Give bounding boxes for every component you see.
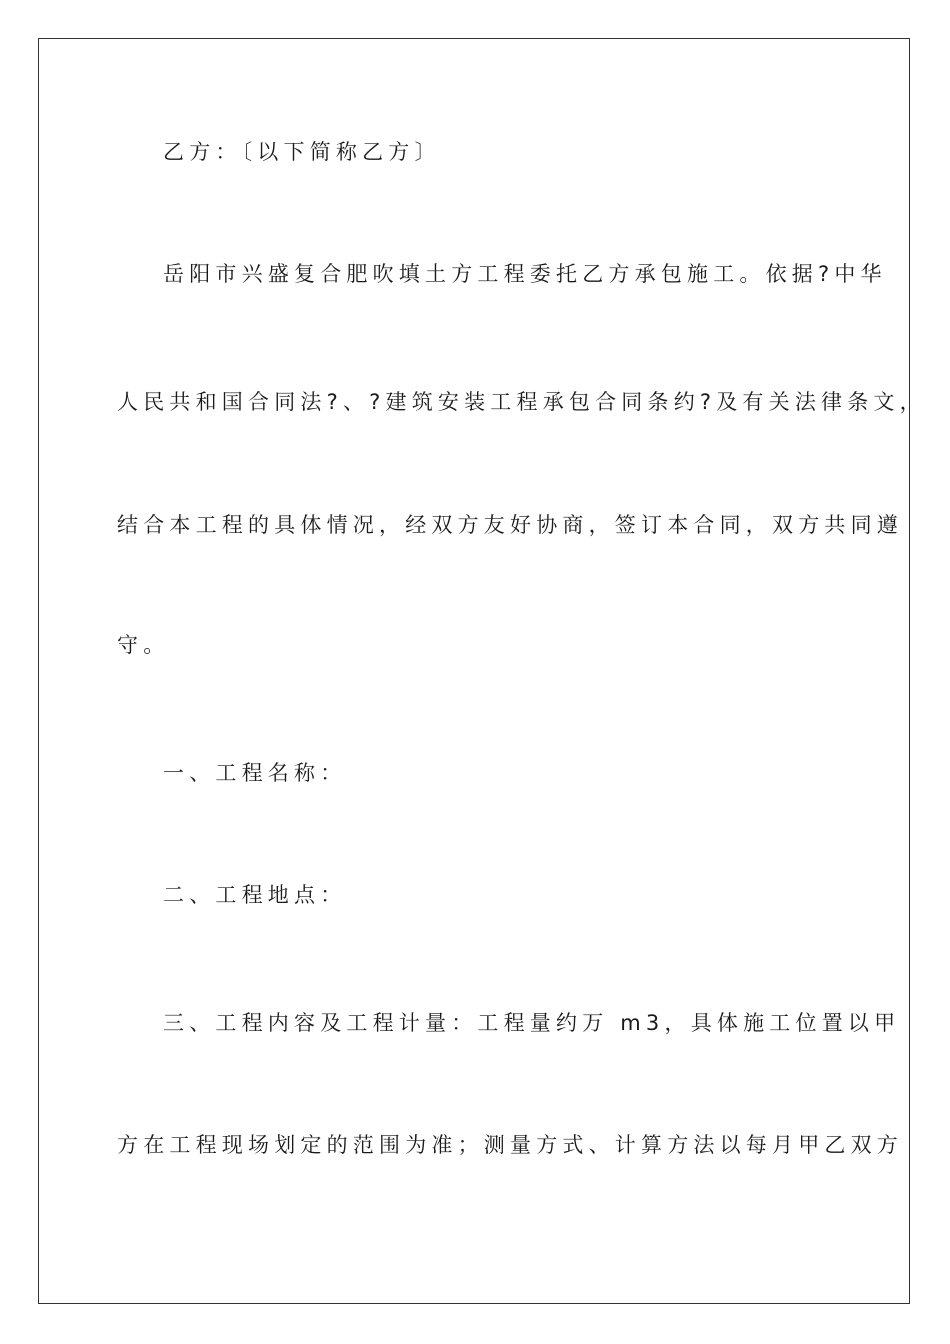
- paragraph-line: 守。: [117, 633, 170, 657]
- page-border: [38, 38, 910, 1304]
- section-project-location: 二、工程地点：: [163, 883, 347, 907]
- section-project-name: 一、工程名称：: [163, 761, 347, 785]
- paragraph-line: 岳阳市兴盛复合肥吹填土方工程委托乙方承包施工。依据?中华: [163, 262, 887, 286]
- paragraph-line: 人民共和国合同法?、?建筑安装工程承包合同条约?及有关法律条文，: [117, 390, 926, 414]
- section-project-content: 三、工程内容及工程计量：工程量约万 m3，具体施工位置以甲: [163, 1011, 901, 1035]
- paragraph-line: 方在工程现场划定的范围为准；测量方式、计算方法以每月甲乙双方: [117, 1133, 903, 1157]
- party-b-line: 乙方：〔以下简称乙方〕: [163, 140, 441, 164]
- paragraph-line: 结合本工程的具体情况，经双方友好协商，签订本合同，双方共同遵: [117, 513, 903, 537]
